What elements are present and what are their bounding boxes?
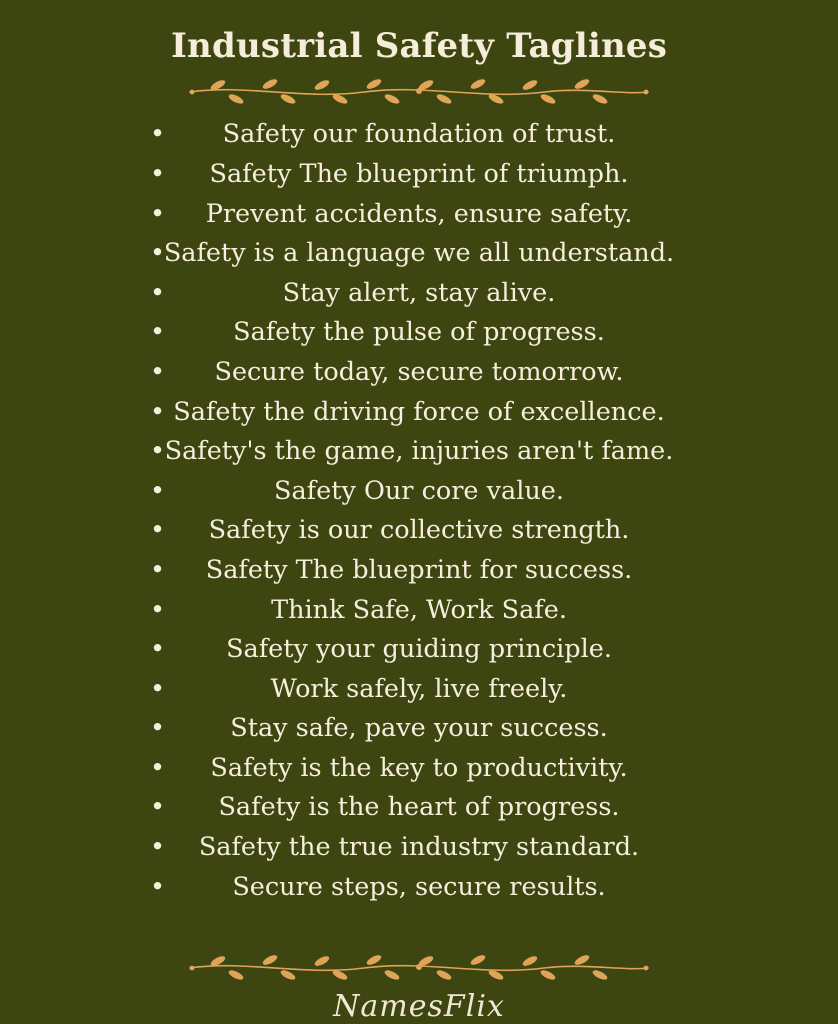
- list-item: [0, 670, 838, 710]
- bullet-icon: •: [150, 277, 166, 308]
- bullet-icon: •: [150, 673, 166, 704]
- list-item-text: Stay alert, stay alive.: [282, 277, 556, 308]
- leafy-vine-divider-icon: [184, 951, 654, 985]
- bullet-icon: •: [150, 871, 166, 902]
- bullet-icon: •: [150, 792, 166, 823]
- bullet-icon: •: [150, 119, 166, 150]
- list-item-text: Safety The blueprint of triumph.: [209, 158, 629, 189]
- bullet-icon: •: [150, 515, 166, 546]
- bullet-icon: •: [150, 356, 166, 387]
- bullet-icon: •: [150, 594, 166, 625]
- list-item: [0, 274, 838, 314]
- list-item: [0, 511, 838, 551]
- list-item: [0, 788, 838, 828]
- bullet-icon: •: [150, 396, 166, 427]
- list-item-text: Safety is our collective strength.: [208, 515, 630, 546]
- list-item: [0, 393, 838, 433]
- list-item: [0, 749, 838, 789]
- bullet-icon: •: [150, 554, 166, 585]
- list-item-text: Stay safe, pave your success.: [230, 713, 608, 744]
- list-item: [0, 155, 838, 195]
- list-item: [0, 195, 838, 235]
- list-item-text: Think Safe, Work Safe.: [271, 594, 567, 625]
- list-item-text: Safety the pulse of progress.: [233, 317, 605, 348]
- list-item: [0, 353, 838, 393]
- list-item: [0, 234, 838, 274]
- list-item: [0, 591, 838, 631]
- list-item-text: Safety your guiding principle.: [226, 634, 612, 665]
- list-item-text: Safety is a language we all understand.: [163, 238, 675, 269]
- bullet-icon: •: [150, 713, 166, 744]
- list-item: [0, 630, 838, 670]
- list-item-text: Safety is the key to productivity.: [210, 752, 628, 783]
- list-item-text: Safety our foundation of trust.: [222, 119, 616, 150]
- list-item-text: Safety is the heart of progress.: [218, 792, 620, 823]
- list-item: [0, 313, 838, 353]
- list-item: [0, 551, 838, 591]
- bullet-icon: •: [150, 436, 166, 467]
- bullet-icon: •: [150, 158, 166, 189]
- list-item-text: Prevent accidents, ensure safety.: [205, 198, 633, 229]
- tagline-list: [0, 115, 838, 907]
- list-item: [0, 709, 838, 749]
- list-item-text: Safety the true industry standard.: [198, 832, 640, 863]
- page-title: Industrial Safety Taglines: [170, 26, 668, 66]
- bullet-icon: •: [150, 317, 166, 348]
- bullet-icon: •: [150, 832, 166, 863]
- list-item-text: Safety Our core value.: [274, 475, 564, 506]
- bullet-icon: •: [150, 634, 166, 665]
- brand-logo: NamesFlix: [333, 989, 505, 1024]
- list-item: [0, 115, 838, 155]
- list-item-text: Safety the driving force of excellence.: [173, 396, 665, 427]
- bullet-icon: •: [150, 198, 166, 229]
- list-item: [0, 472, 838, 512]
- list-item-text: Secure steps, secure results.: [232, 871, 606, 902]
- bullet-icon: •: [150, 238, 166, 269]
- list-item: [0, 828, 838, 868]
- list-item-text: Safety The blueprint for success.: [205, 554, 633, 585]
- list-item-text: Secure today, secure tomorrow.: [214, 356, 624, 387]
- leafy-vine-divider-icon: [184, 75, 654, 109]
- list-item: [0, 868, 838, 908]
- list-item-text: Safety's the game, injuries aren't fame.: [164, 436, 674, 467]
- list-item: [0, 432, 838, 472]
- bullet-icon: •: [150, 475, 166, 506]
- list-item-text: Work safely, live freely.: [270, 673, 568, 704]
- bullet-icon: •: [150, 752, 166, 783]
